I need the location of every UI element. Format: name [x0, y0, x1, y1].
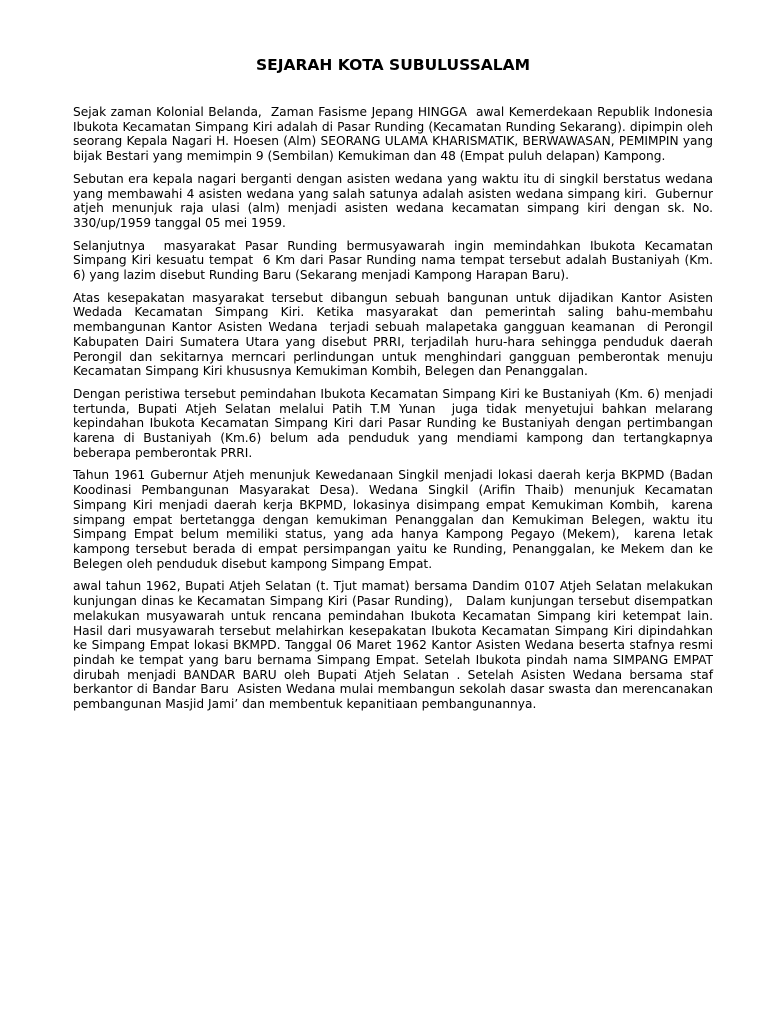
document-page — [73, 55, 717, 720]
paragraph: Dengan peristiwa tersebut pemindahan Ibukota Kecamatan Simpang Kiri ke Bustaniyah (Km. 6) menjadi tertunda, Bupati Atjeh Selatan melalui Patih T.M Yunan juga tidak menyetujui bahkan melarang kepindahan Ibukota Kecamatan Simpang Kiri dari Pasar Runding ke Bustaniyah dengan pertimbangan karena di Bustaniyah (Km.6) belum ada penduduk yang mendiami kampong dan tertangkapnya beberapa pemberontak PRRI. — [73, 386, 717, 460]
paragraph: Tahun 1961 Gubernur Atjeh menunjuk Kewedanaan Singkil menjadi lokasi daerah kerja BKPMD (Badan Koodinasi Pembangunan Masyarakat Desa). Wedana Singkil (Arifin Thaib) menunjuk Kecamatan Simpang Kiri menjadi daerah kerja BKPMD, lokasinya disimpang empat Kemukiman Kombih, karena simpang empat bertetangga dengan kemukiman Penanggalan dan Kemukiman Belegen, waktu itu Simpang Empat belum memiliki status, yang ada hanya Kampong Pegayo (Mekem), karena letak kampong tersebut berada di empat persimpangan yaitu ke Runding, Penanggalan, ke Mekem dan ke Belegen oleh penduduk disebut kampong Simpang Empat. — [73, 468, 717, 571]
paragraph: Atas kesepakatan masyarakat tersebut dibangun sebuah bangunan untuk dijadikan Kantor Asisten Wedada Kecamatan Simpang Kiri. Ketika masyarakat dan pemerintah saling bahu-membahu membangunan Kantor Asisten Wedana terjadi sebuah malapetaka gangguan keamanan di Perongil Kabupaten Dairi Sumatera Utara yang disebut PRRI, terjadilah huru-hara sehingga penduduk daerah Perongil dan sekitarnya merncari perlindungan untuk menghindari gangguan pemberontak menuju Kecamatan Simpang Kiri khususnya Kemukiman Kombih, Belegen dan Penanggalan. — [73, 290, 717, 379]
document-title: SEJARAH KOTA SUBULUSSALAM — [255, 56, 531, 74]
paragraph: Selanjutnya masyarakat Pasar Runding bermusyawarah ingin memindahkan Ibukota Kecamatan Simpang Kiri kesuatu tempat 6 Km dari Pasar Runding nama tempat tersebut adalah Bustaniyah (Km. 6) yang lazim disebut Runding Baru (Sekarang menjadi Kampong Harapan Baru). — [73, 238, 717, 283]
paragraph: Sebutan era kepala nagari berganti dengan asisten wedana yang waktu itu di singkil berstatus wedana yang membawahi 4 asisten wedana yang salah satunya adalah asisten wedana simpang kiri. Gubernur atjeh menunjuk raja ulasi (alm) menjadi asisten wedana kecamatan simpang kiri dengan sk. No. 330/up/1959 tanggal 05 mei 1959. — [73, 171, 717, 230]
paragraph: Sejak zaman Kolonial Belanda, Zaman Fasisme Jepang HINGGA awal Kemerdekaan Republik Indonesia Ibukota Kecamatan Simpang Kiri adalah di Pasar Runding (Kecamatan Runding Sekarang). dipimpin oleh seorang Kepala Nagari H. Hoesen (Alm) SEORANG ULAMA KHARISMATIK, BERWAWASAN, PEMIMPIN yang bijak Bestari yang memimpin 9 (Sembilan) Kemukiman dan 48 (Empat puluh delapan) Kampong. — [73, 105, 717, 164]
paragraph: awal tahun 1962, Bupati Atjeh Selatan (t. Tjut mamat) bersama Dandim 0107 Atjeh Selatan melakukan kunjungan dinas ke Kecamatan Simpang Kiri (Pasar Runding), Dalam kunjungan tersebut disempatkan melakukan musyawarah untuk rencana pemindahan Ibukota Kecamatan Simpang kiri ketempat lain. Hasil dari musyawarah tersebut melahirkan kesepakatan Ibukota Kecamatan Simpang Kiri dipindahkan ke Simpang Empat lokasi BKMPD. Tanggal 06 Maret 1962 Kantor Asisten Wedana beserta stafnya resmi pindah ke tempat yang baru bernama Simpang Empat. Setelah Ibukota pindah nama SIMPANG EMPAT dirubah menjadi BANDAR BARU oleh Bupati Atjeh Selatan . Setelah Asisten Wedana bersama staf berkantor di Bandar Baru Asisten Wedana mulai membangun sekolah dasar swasta dan merencanakan pembangunan Masjid Jami’ dan membentuk kepanitiaan pembangunannya. — [73, 579, 717, 712]
